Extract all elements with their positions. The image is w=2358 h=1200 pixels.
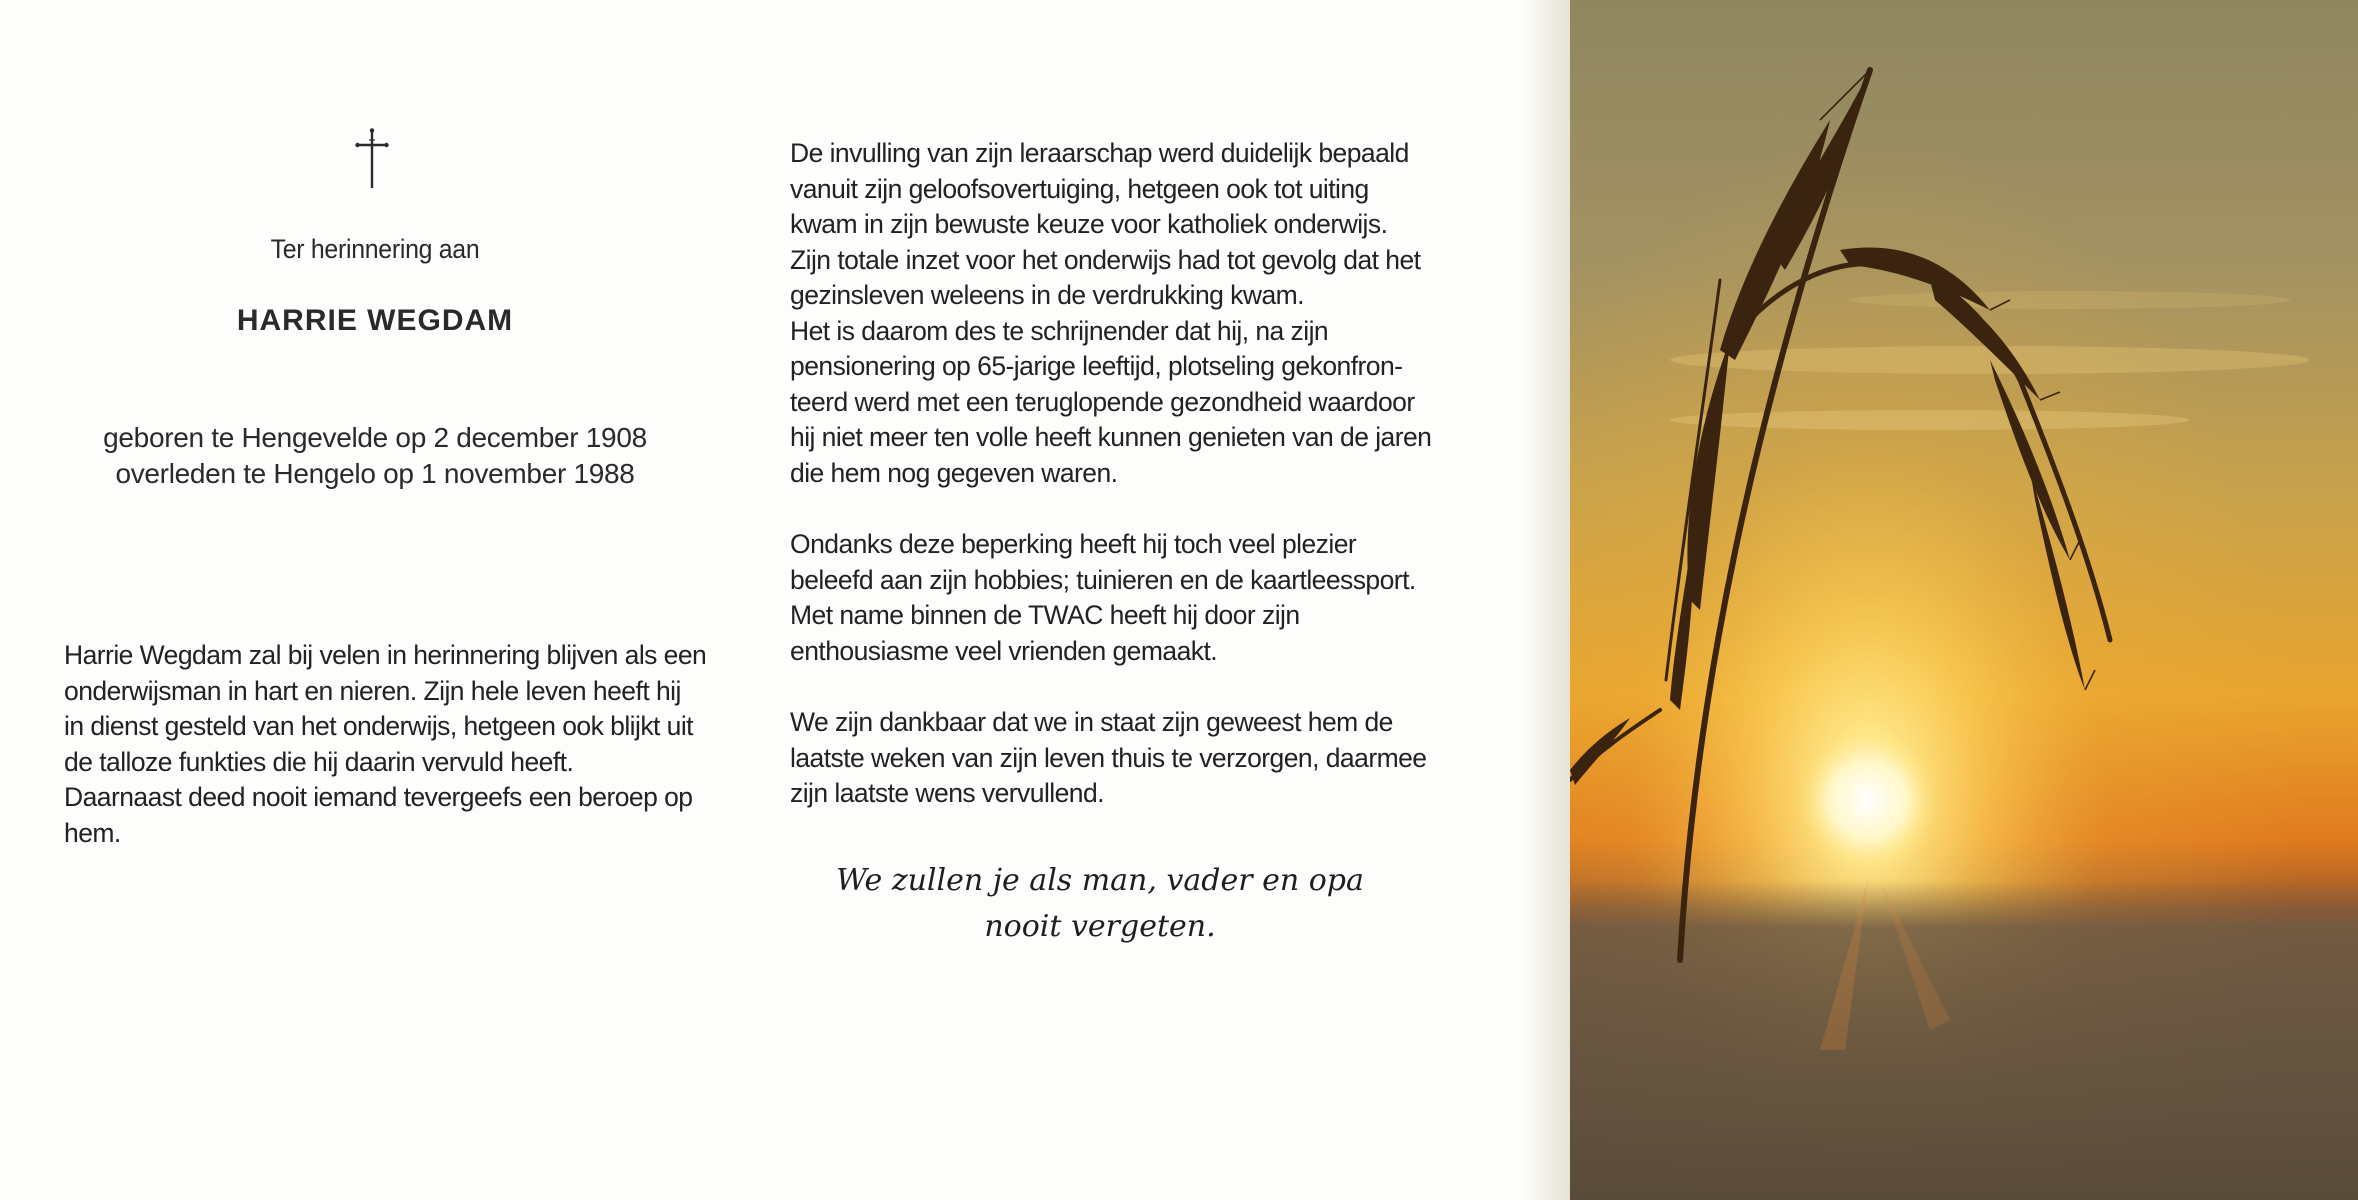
- paragraph-line: vanuit zijn geloofsovertuiging, hetgeen ook tot uiting: [790, 173, 1369, 204]
- birth-line: geboren te Hengevelde op 2 december 1908: [103, 422, 647, 453]
- paragraph-line: Harrie Wegdam zal bij velen in herinnering blijven als een: [64, 640, 707, 670]
- paragraph-line: Met name binnen de TWAC heeft hij door zijn: [790, 600, 1300, 630]
- paragraph-line: De invulling van zijn leraarschap werd duidelijk bepaald: [790, 138, 1409, 168]
- paragraph-line: laatste weken van zijn leven thuis te verzorgen, daarmee: [790, 742, 1427, 773]
- paragraph-line: beleefd aan zijn hobbies; tuinieren en de kaartleessport.: [790, 564, 1416, 595]
- middle-panel: [790, 136, 1432, 848]
- card-fold: [1522, 0, 1570, 1200]
- gratitude-paragraph: [790, 705, 1427, 812]
- teaching-paragraph: [790, 136, 1432, 491]
- paragraph-line: die hem nog gegeven waren.: [790, 457, 1118, 488]
- cross-icon: [352, 128, 392, 190]
- sunset-image: [1570, 0, 2358, 1200]
- closing-line: nooit vergeten.: [984, 909, 1216, 944]
- paragraph-line: zijn laatste wens vervullend.: [790, 778, 1104, 808]
- closing-verse: [790, 858, 1410, 950]
- paragraph-line: We zijn dankbaar dat we in staat zijn geweest hem de: [790, 707, 1393, 737]
- deceased-name: HARRIE WEGDAM: [236, 304, 514, 337]
- paragraph-line: onderwijsman in hart en nieren. Zijn hele leven heeft hij: [64, 675, 681, 706]
- death-line: overleden te Hengelo op 1 november 1988: [115, 458, 635, 489]
- hobbies-paragraph: [790, 527, 1416, 669]
- tribute-paragraph: [64, 638, 707, 851]
- paragraph-line: in dienst gesteld van het onderwijs, hetgeen ook blijkt uit: [64, 711, 693, 741]
- paragraph-line: hem.: [64, 817, 121, 848]
- paragraph-line: Daarnaast deed nooit iemand tevergeefs een beroep op: [64, 782, 693, 812]
- paragraph-line: enthousiasme veel vrienden gemaakt.: [790, 635, 1218, 666]
- sunset-photo: [1570, 0, 2358, 1200]
- paragraph-line: teerd werd met een teruglopende gezondheid waardoor: [790, 386, 1415, 417]
- paragraph-line: Ondanks deze beperking heeft hij toch veel plezier: [790, 529, 1357, 559]
- paragraph-line: Het is daarom des te schrijnender dat hij, na zijn: [790, 315, 1329, 346]
- paragraph-line: kwam in zijn bewuste keuze voor katholiek onderwijs.: [790, 209, 1388, 239]
- left-panel: [0, 0, 750, 1200]
- paragraph-line: hij niet meer ten volle heeft kunnen genieten van de jaren: [790, 422, 1432, 452]
- paragraph-line: de talloze funkties die hij daarin vervuld heeft.: [64, 746, 574, 777]
- remembrance-heading: Ter herinnering aan: [270, 234, 480, 264]
- paragraph-line: gezinsleven weleens in de verdrukking kwam.: [790, 280, 1304, 310]
- closing-line: We zullen je als man, vader en opa: [836, 863, 1364, 898]
- paragraph-line: pensionering op 65-jarige leeftijd, plotseling gekonfron-: [790, 351, 1403, 381]
- paragraph-line: Zijn totale inzet voor het onderwijs had tot gevolg dat het: [790, 244, 1421, 275]
